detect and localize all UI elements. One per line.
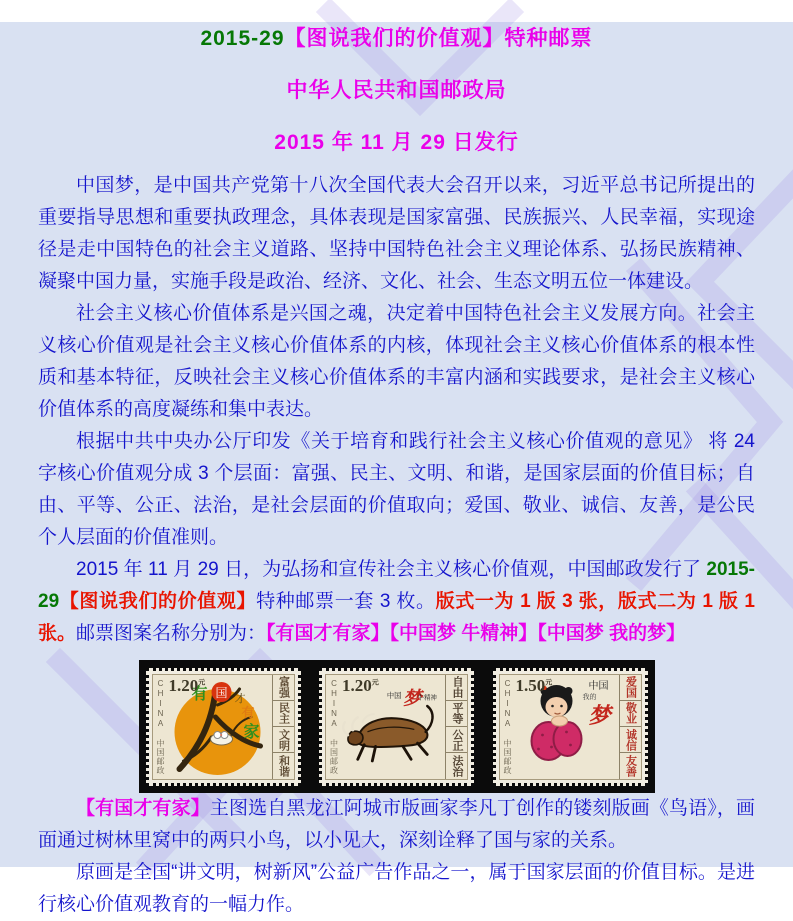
document-content (0, 22, 793, 921)
stamp-1-inner (152, 674, 295, 780)
paragraph-china-dream: 中国梦，是中国共产党第十八次全国代表大会召开以来，习近平总书记所提出的重要指导思想和重要执政理念，具体表现是国家富强、民族振兴、人民幸福，实现途径是走中国特色的社会主义道路、坚持中国特色社会主义理论体系、弘扬民族精神、凝聚中国力量，实施手段是政治、经济、文化、社会、生态文明五位一体建设。 (38, 175, 755, 292)
paragraph-issue-info (38, 554, 755, 650)
svg-text:家: 家 (243, 723, 260, 741)
paragraph-stamp1-description (38, 793, 755, 857)
page-title (38, 22, 755, 52)
issue-title: 【图说我们的价值观】特种邮票 (284, 27, 593, 50)
stamp-2-postal-mark: CHINA 中国邮政 (329, 678, 339, 775)
stamp-2-denomination: $1.20^元$ (342, 675, 379, 695)
svg-text:有: 有 (191, 685, 208, 703)
svg-text:梦: 梦 (588, 702, 611, 728)
stamp-1-denomination: $1.20^元$ (168, 675, 206, 695)
issue-info-intro: 2015 年 11 月 29 日，为弘扬和宣传社会主义核心价值观，中国邮政发行了 (76, 559, 707, 580)
value-wenming: 文明 (273, 727, 294, 753)
issue-code: 2015-29 (200, 27, 285, 50)
value-fazhi: 法治 (451, 754, 463, 777)
issue-info-names-label: 邮票图案名称分别为： (76, 623, 267, 644)
value-hexie: 和谐 (277, 754, 290, 777)
stamp-wo-de-meng (493, 668, 648, 786)
value-ziyou: 自由 (446, 675, 467, 701)
issue-info-set-info: 特种邮票一套 3 枚。 (256, 591, 436, 612)
issue-info-code: 2015-29 (38, 559, 755, 612)
value-aiguo: 爱国 (620, 675, 641, 701)
stamp1-description-text: 主图选自黑龙江阿城市版画家李凡丁创作的镂刻版画《鸟语》，画面通过树林里窝中的两只小鸟，以小见大，深刻诠释了国与家的关系。 (38, 798, 755, 851)
stamp-2-values-column (445, 675, 467, 779)
article-body (38, 170, 755, 921)
value-minzhu: 民主 (273, 701, 294, 727)
issue-info-names: 【有国才有家】【中国梦 牛精神】【中国梦 我的梦】 (266, 623, 686, 644)
svg-text:有: 有 (241, 704, 255, 720)
stamp-you-guo-cai-you-jia (146, 668, 301, 786)
stamp-2-inner (325, 674, 468, 780)
stamp-2-artwork (340, 675, 445, 779)
svg-text:才: 才 (234, 692, 245, 705)
stamp1-description-lead: 【有国才有家】 (76, 798, 210, 819)
issue-info-format: 版式一为 1 版 3 张，版式二为 1 版 1 张。 (38, 591, 755, 644)
issuer-line: 中华人民共和国邮政局 (286, 79, 507, 102)
paragraph-original-artwork: 原画是全国“讲文明，树新风”公益广告作品之一，属于国家层面的价值目标。是进行核心价值观教育的一幅力作。 (38, 862, 755, 915)
svg-text:国: 国 (214, 685, 228, 700)
stamps-image (139, 660, 655, 793)
stamp-3-artwork (514, 675, 619, 779)
stamp-3-denomination: $1.50^元$ (515, 675, 553, 695)
stamp-niu-jingshen (319, 668, 474, 786)
svg-text:梦: 梦 (403, 686, 422, 708)
paragraph-24-chars: 根据中共中央办公厅印发《关于培育和践行社会主义核心价值观的意见》 将 24 字核心价值观分成 3 个层面：富强、民主、文明、和谐，是国家层面的价值目标；自由、平等、公正、法治，是社会层面的价值取向；爱国、敬业、诚信、友善，是公民个人层面的价值准则。 (38, 431, 755, 548)
stamp-1-values-column (272, 675, 294, 779)
stamp-3-values-column (619, 675, 641, 779)
value-jingye: 敬业 (620, 701, 641, 727)
svg-text:中国: 中国 (386, 690, 402, 700)
paragraph-core-values-system: 社会主义核心价值体系是兴国之魂，决定着中国特色社会主义发展方向。社会主义核心价值观是社会主义核心价值体系的内核，体现社会主义核心价值体系的根本性质和基本特征，反映社会主义核心价值体系的丰富内涵和实践要求，是社会主义核心价值体系的高度凝练和集中表达。 (38, 303, 755, 420)
document-page (0, 22, 793, 915)
value-pingdeng: 平等 (446, 701, 467, 727)
value-youshan: 友善 (624, 754, 637, 777)
svg-text:中国: 中国 (588, 680, 608, 692)
issue-date-line: 2015 年 11 月 29 日发行 (274, 131, 519, 154)
stamp-3-inner (499, 674, 642, 780)
value-fuqiang: 富强 (273, 675, 294, 701)
value-chengxin: 诚信 (620, 727, 641, 753)
svg-text:牛精神: 牛精神 (417, 694, 437, 702)
value-gongzheng: 公正 (446, 727, 467, 753)
stamp-3-postal-mark: CHINA 中国邮政 (503, 678, 512, 775)
stamp-1-artwork (167, 675, 272, 779)
issue-info-set-name: 【图说我们的价值观】 (59, 591, 257, 612)
svg-text:我的: 我的 (582, 693, 596, 701)
stamp-1-postal-mark: CHINA 中国邮政 (156, 678, 165, 775)
